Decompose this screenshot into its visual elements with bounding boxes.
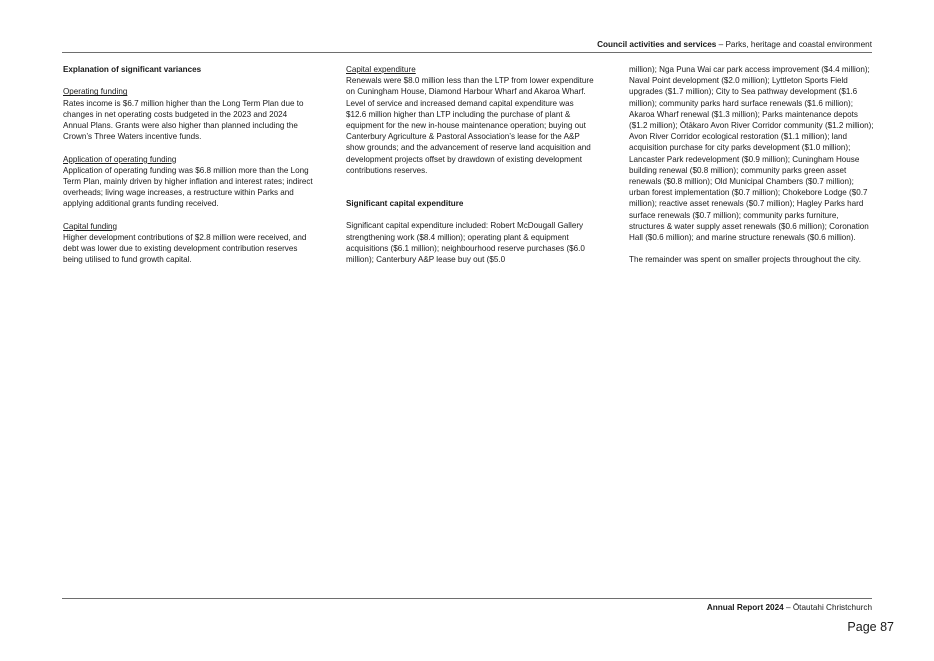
column-left xyxy=(63,64,313,266)
header-separator: – xyxy=(716,40,726,49)
capital-funding-title: Capital funding xyxy=(63,221,117,231)
footer-place: Ōtautahi Christchurch xyxy=(792,603,872,612)
footer-separator: – xyxy=(783,603,793,612)
significant-capex-heading: Significant capital expenditure xyxy=(346,199,464,209)
application-funding-title: Application of operating funding xyxy=(63,154,177,164)
footer-report: Annual Report 2024 xyxy=(706,603,784,612)
significant-capex-text: Significant capital expenditure included: Robert McDougall Gallery strengthening work ($8.4 million); operating plant & equipment acquisitions ($6.1 million); neighbourhood reserve purchases ($6.0 million); Canterbury A&P lease buy out ($5.0 xyxy=(346,221,585,265)
application-funding-text: Application of operating funding was $6.8 million more than the Long Term Plan, mainly driven by higher inflation and interest rates; indirect overheads; living wage increases, a restructure within Parks and applying additional grants funding received. xyxy=(63,165,313,209)
capital-expenditure-text: Renewals were $8.0 million less than the LTP from lower expenditure on Cuningham House, Diamond Harbour Wharf and Akaroa Wharf. Level of service and increased demand capital expenditure was $12.6 million higher than LTP including the purchase of plant & equipment for the new in-house maintenance operation; buying out Canterbury Agriculture & Pastoral Association’s lease for the A&P show grounds; and the advancement of reserve land acquisition and development projects offset by drawdown of existing development contributions reserves. xyxy=(346,76,594,175)
page-footer xyxy=(62,598,872,617)
operating-funding-title: Operating funding xyxy=(63,87,128,97)
operating-funding-text: Rates income is $6.7 million higher than the Long Term Plan due to changes in net operating costs budgeted in the 2023 and 2024 Annual Plans. Grants were also higher than planned including the Crown’s Three Waters incentive funds. xyxy=(63,98,304,142)
capital-expenditure-title: Capital expenditure xyxy=(346,65,416,74)
page-header xyxy=(62,38,872,53)
column-right xyxy=(629,64,875,266)
header-subsection: Parks, heritage and coastal environment xyxy=(725,40,872,49)
capital-funding-text: Higher development contributions of $2.8 million were received, and debt was lower due to existing development contribution reserves being utilised to fund growth capital. xyxy=(63,233,307,265)
column-middle xyxy=(346,64,596,265)
significant-capex-continued: million); Nga Puna Wai car park access improvement ($4.4 million); Naval Point development ($2.0 million); Lyttleton Sports Field upgrades ($1.7 million); City to Sea pathway development ($1.6 million); community parks hard surface renewals ($1.6 million); Akaroa Wharf renewal ($1.3 million); Parks maintenance depots ($1.2 million); Ōtākaro Avon River Corridor community ($1.2 million); Avon River Corridor ecological restoration ($1.1 million); land acquisition purchase for city parks development ($1.0 million); Lancaster Park redevelopment ($0.9 million); Cuningham House building renewal ($0.8 million); community parks green asset renewals ($0.8 million); Old Municipal Chambers ($0.7 million); urban forest implementation ($0.7 million); Chokebore Lodge ($0.7 million); reactive asset renewals ($0.7 million); Hagley Parks hard surface renewals ($0.7 million); community parks furniture, structures & water supply asset renewals ($0.6 million); Coronation Hall ($0.6 million); and marine structure renewals ($0.6 million). xyxy=(629,65,874,243)
remainder-text: The remainder was spent on smaller projects throughout the city. xyxy=(629,255,861,265)
page-number: Page 87 xyxy=(847,620,894,634)
variances-heading: Explanation of significant variances xyxy=(63,65,202,74)
header-section: Council activities and services xyxy=(597,40,717,49)
